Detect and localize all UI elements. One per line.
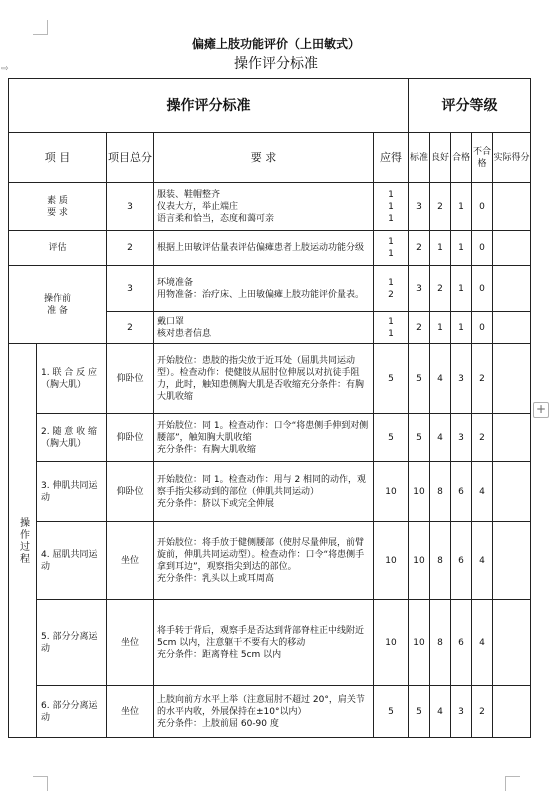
row-requirements: 根据上田敏评估量表评估偏瘫患者上肢运动功能分级 [154, 231, 374, 266]
row-requirements: 上肢向前方水平上举（注意屈肘不超过 20°，肩关节的水平内收，外展保持在±10°以内） 充分条件：上肢前屈 60-90 度 [154, 686, 374, 738]
row-item: 2. 随 意 收 缩 （胸大肌） [37, 414, 107, 462]
row-score: 5 [374, 686, 409, 738]
row-requirements: 戴口罩 核对患者信息 [154, 312, 374, 344]
table-row [9, 686, 531, 738]
row-total: 2 [107, 231, 154, 266]
row-good: 4 [430, 344, 451, 414]
row-score: 1 1 1 [374, 183, 409, 231]
col-header-requirements: 要 求 [154, 133, 374, 183]
row-item: 3. 伸肌共同运动 [37, 462, 107, 522]
row-requirements: 将手转于背后，观察手是否达到背部脊柱正中线附近 5cm 以内，注意躯干不要有大的移动 充分条件：距离脊柱 5cm 以内 [154, 600, 374, 686]
table-row [9, 183, 531, 231]
col-header-actual: 实际得分 [493, 133, 531, 183]
row-total: 2 [107, 312, 154, 344]
row-actual[interactable] [493, 231, 531, 266]
row-standard: 5 [409, 686, 430, 738]
table-row [9, 231, 531, 266]
row-item: 6. 部分分离运动 [37, 686, 107, 738]
table-row [9, 344, 531, 414]
row-good: 1 [430, 231, 451, 266]
row-requirements: 开始肢位：将手放于健侧腰部（使肘尽量伸展，前臂旋前，伸肌共同运动型）。检查动作：口令“将患侧手拿到耳边”，观察指尖到达的部位。 充分条件：乳头以上或耳周高 [154, 522, 374, 600]
col-header-standard: 标准 [409, 133, 430, 183]
row-standard: 10 [409, 462, 430, 522]
row-pass: 6 [451, 600, 472, 686]
row-requirements: 服装、鞋帽整齐 仪表大方，举止端庄 语言柔和恰当，态度和蔼可亲 [154, 183, 374, 231]
scoring-table [8, 78, 531, 738]
document-title: 偏瘫上肢功能评价（上田敏式） [191, 37, 360, 51]
row-good: 2 [430, 266, 451, 312]
row-actual[interactable] [493, 414, 531, 462]
row-actual[interactable] [493, 522, 531, 600]
row-fail: 0 [472, 183, 493, 231]
row-pass: 6 [451, 522, 472, 600]
add-row-button[interactable]: + [533, 402, 549, 418]
row-requirements: 环境准备 用物准备：治疗床、上田敏偏瘫上肢功能评价量表。 [154, 266, 374, 312]
row-fail: 4 [472, 600, 493, 686]
col-header-item: 项 目 [9, 133, 107, 183]
row-score: 10 [374, 600, 409, 686]
row-pass: 6 [451, 462, 472, 522]
row-standard: 5 [409, 344, 430, 414]
table-row [9, 414, 531, 462]
row-score: 1 1 [374, 231, 409, 266]
row-position: 仰卧位 [107, 344, 154, 414]
header-standard: 操作评分标准 [9, 79, 409, 133]
row-item: 素 质 要 求 [9, 183, 107, 231]
row-pass: 1 [451, 183, 472, 231]
page-corner-mark-top-left [33, 20, 48, 35]
row-actual[interactable] [493, 183, 531, 231]
row-standard: 3 [409, 183, 430, 231]
row-position: 仰卧位 [107, 414, 154, 462]
row-total: 3 [107, 183, 154, 231]
row-total: 3 [107, 266, 154, 312]
row-actual[interactable] [493, 344, 531, 414]
row-item: 4. 屈肌共同运动 [37, 522, 107, 600]
row-good: 1 [430, 312, 451, 344]
row-score: 5 [374, 414, 409, 462]
row-actual[interactable] [493, 686, 531, 738]
group-label-cell [9, 344, 37, 738]
document-subtitle: 操作评分标准 [234, 56, 318, 72]
col-header-score: 应得 [374, 133, 409, 183]
row-score: 10 [374, 462, 409, 522]
row-position: 坐位 [107, 686, 154, 738]
row-score: 1 2 [374, 266, 409, 312]
row-item: 1. 联 合 反 应 （胸大肌） [37, 344, 107, 414]
row-good: 4 [430, 686, 451, 738]
row-actual[interactable] [493, 312, 531, 344]
row-score: 5 [374, 344, 409, 414]
row-good: 4 [430, 414, 451, 462]
row-pass: 3 [451, 344, 472, 414]
row-fail: 0 [472, 231, 493, 266]
paragraph-marker-icon: ⇨ [1, 64, 9, 74]
page-corner-mark-bottom-right [505, 776, 520, 791]
row-standard: 3 [409, 266, 430, 312]
table-row [9, 266, 531, 312]
row-position: 坐位 [107, 522, 154, 600]
header-grade: 评分等级 [409, 79, 531, 133]
row-fail: 2 [472, 414, 493, 462]
row-item: 评估 [9, 231, 107, 266]
table-row [9, 600, 531, 686]
table-row [9, 522, 531, 600]
row-good: 8 [430, 522, 451, 600]
col-header-pass: 合格 [451, 133, 472, 183]
row-standard: 5 [409, 414, 430, 462]
row-actual[interactable] [493, 266, 531, 312]
row-fail: 2 [472, 686, 493, 738]
row-pass: 1 [451, 231, 472, 266]
row-pass: 3 [451, 686, 472, 738]
row-good: 2 [430, 183, 451, 231]
row-fail: 0 [472, 312, 493, 344]
row-actual[interactable] [493, 462, 531, 522]
col-header-good: 良好 [430, 133, 451, 183]
row-fail: 4 [472, 522, 493, 600]
row-actual[interactable] [493, 600, 531, 686]
row-standard: 2 [409, 312, 430, 344]
table-row [9, 462, 531, 522]
row-good: 8 [430, 462, 451, 522]
row-fail: 4 [472, 462, 493, 522]
row-item: 操作前 准 备 [9, 266, 107, 344]
row-standard: 2 [409, 231, 430, 266]
row-good: 8 [430, 600, 451, 686]
row-pass: 1 [451, 266, 472, 312]
row-item: 5. 部分分离运动 [37, 600, 107, 686]
group-label: 操作过程 [17, 516, 29, 565]
row-requirements: 开始肢位：患肢的指尖放于近耳处（屈肌共同运动型）。检查动作：使健肢从屈肘位伸展以对抗徒手阻力，此时，触知患侧胸大肌是否收缩充分条件：有胸大肌收缩 [154, 344, 374, 414]
row-position: 仰卧位 [107, 462, 154, 522]
row-standard: 10 [409, 600, 430, 686]
row-standard: 10 [409, 522, 430, 600]
row-pass: 3 [451, 414, 472, 462]
row-requirements: 开始肢位：同 1。检查动作：用与 2 相同的动作，观察手指尖移动到的部位（伸肌共同运动） 充分条件：脐以下或完全伸展 [154, 462, 374, 522]
page-corner-mark-bottom-left [33, 776, 48, 791]
row-fail: 0 [472, 266, 493, 312]
row-score: 10 [374, 522, 409, 600]
col-header-total: 项目总分 [107, 133, 154, 183]
row-fail: 2 [472, 344, 493, 414]
col-header-fail: 不合格 [472, 133, 493, 183]
row-position: 坐位 [107, 600, 154, 686]
row-requirements: 开始肢位：同 1。检查动作：口令“将患侧手伸到对侧腰部”，触知胸大肌收缩 充分条件：有胸大肌收缩 [154, 414, 374, 462]
row-score: 1 1 [374, 312, 409, 344]
row-pass: 1 [451, 312, 472, 344]
